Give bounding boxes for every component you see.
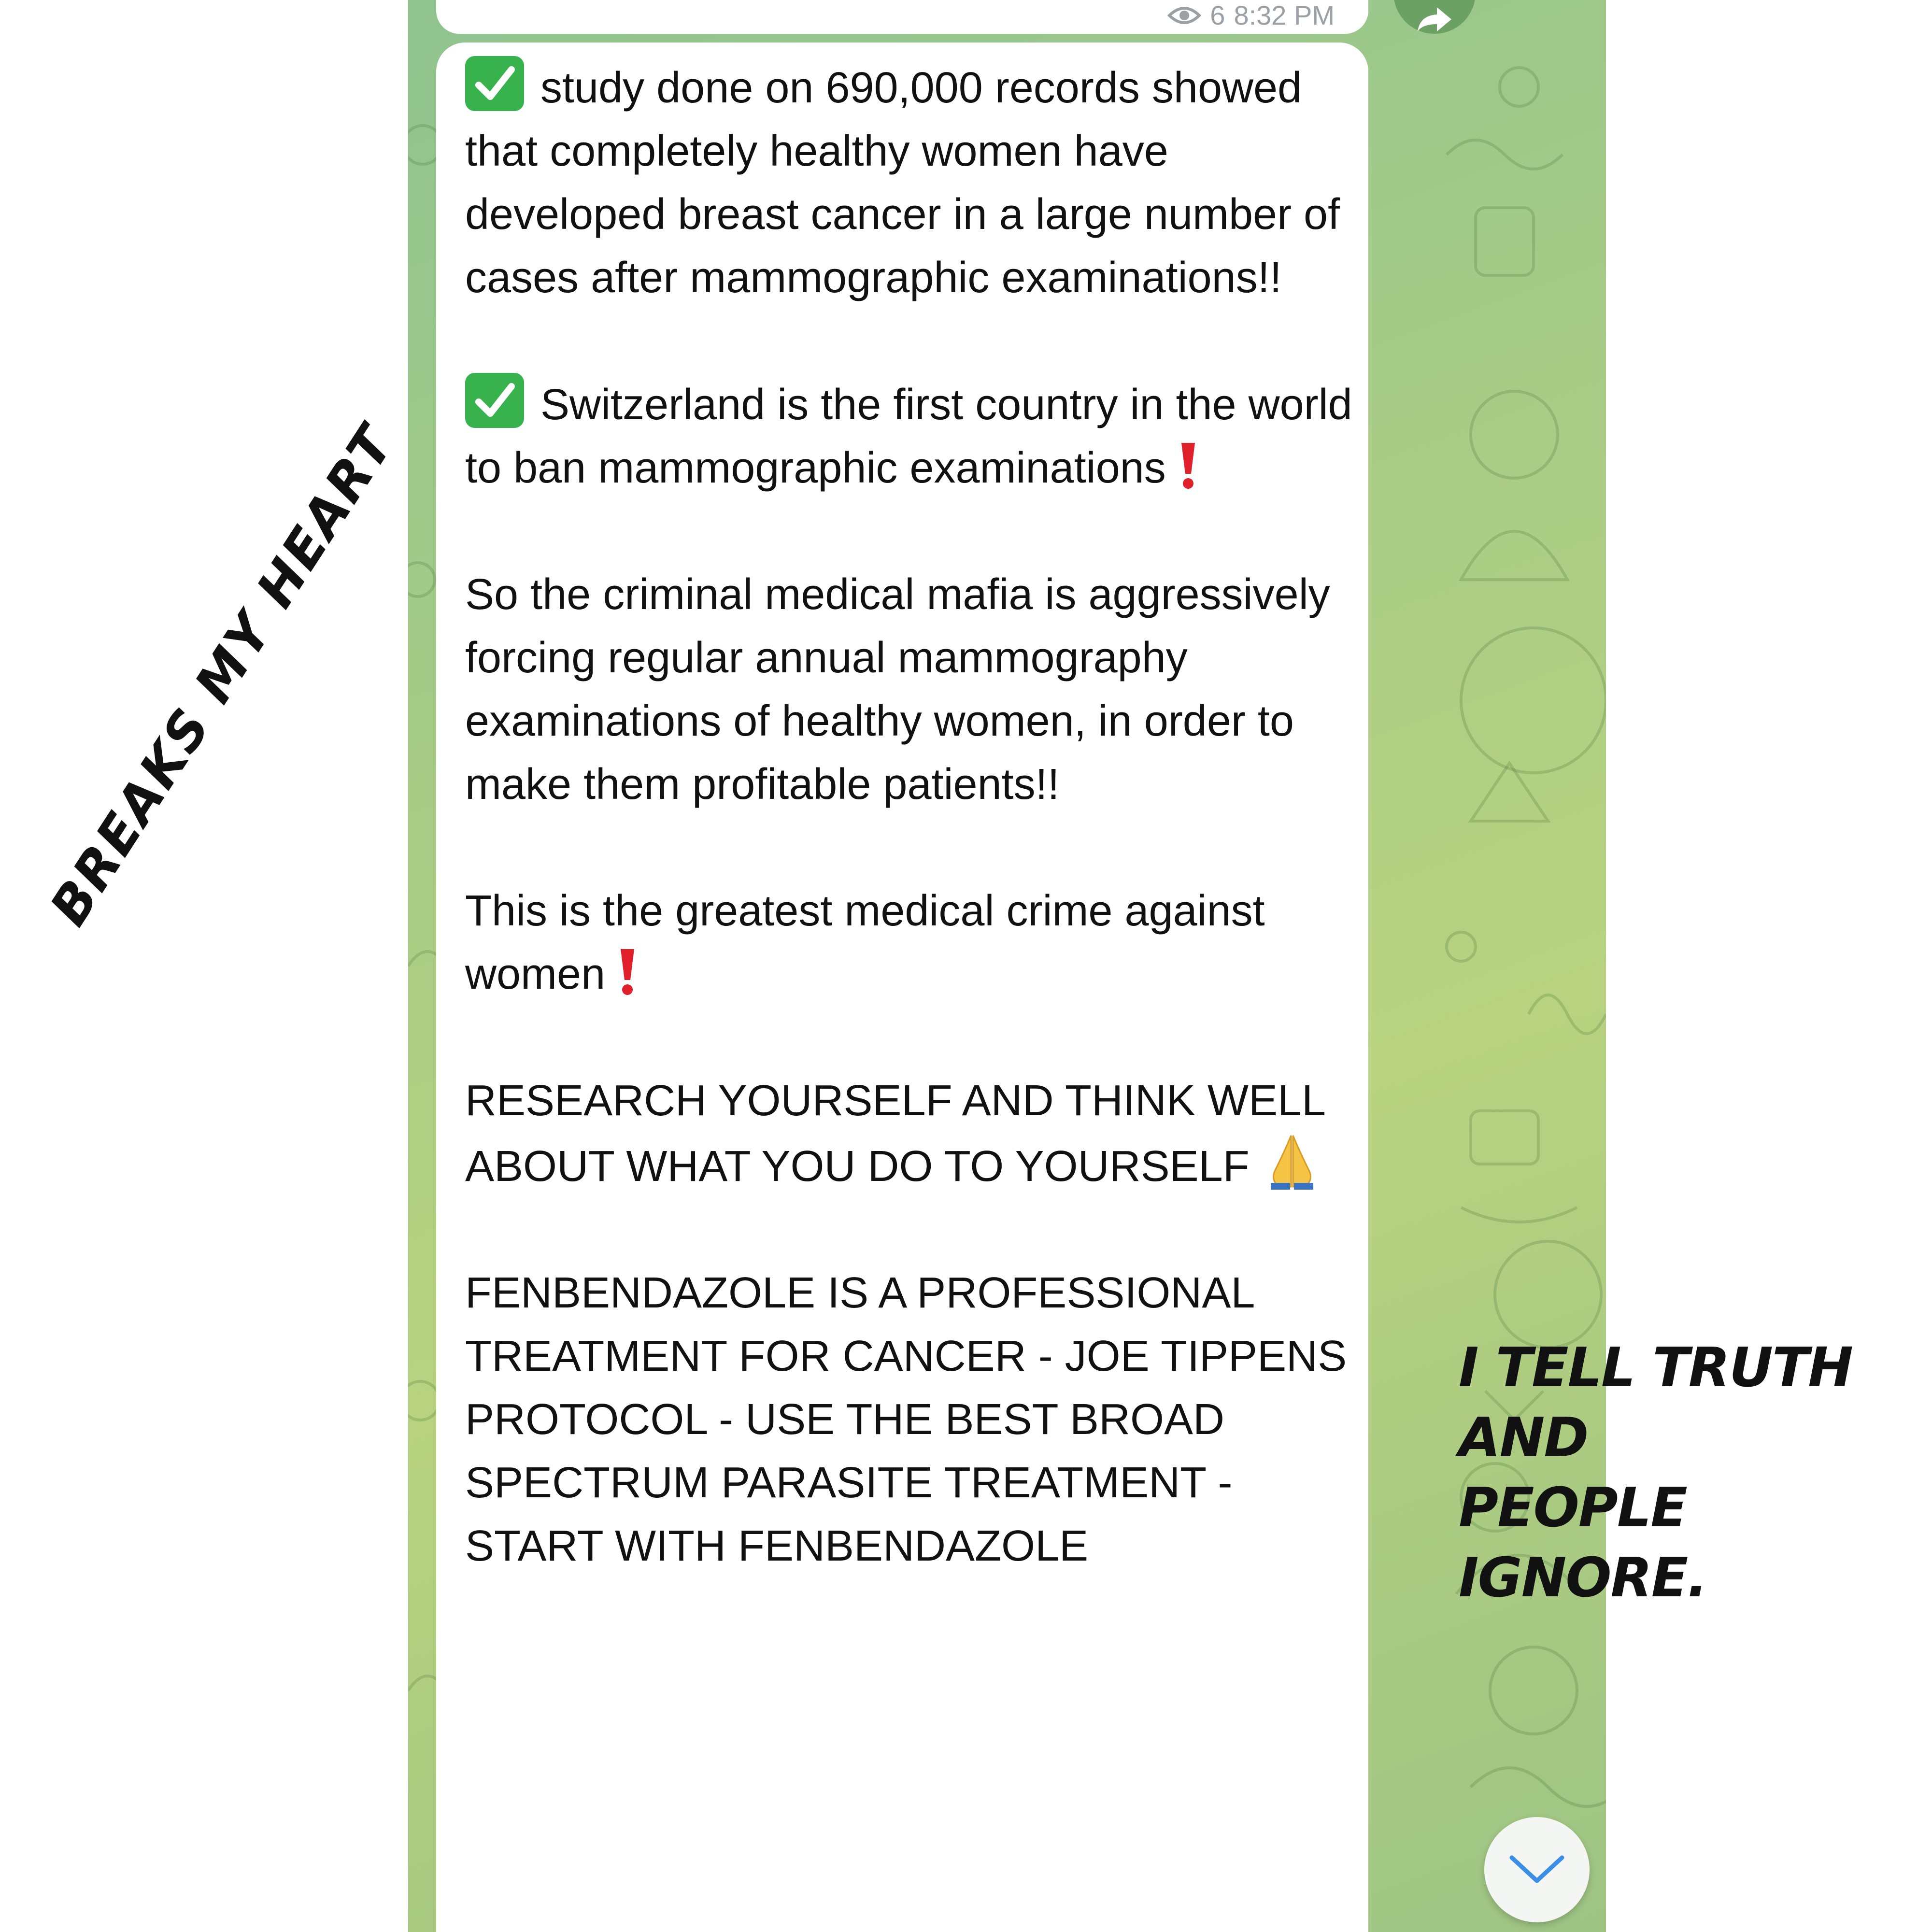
chat-background [408,0,1606,1932]
scroll-down-button[interactable] [1484,1817,1590,1922]
message-meta [1167,0,1335,31]
message-text [465,56,1354,1641]
previous-message-bubble [436,0,1368,34]
caption-truth-ignored [1459,1333,1932,1613]
chevron-down-icon [1508,1853,1566,1887]
paragraph-3: So the criminal medical mafia is aggressively forcing regular annual mammography examinations of healthy women, in order to make them profitable patients!! [465,570,1330,809]
praying-hands-emoji [1260,1133,1324,1190]
paragraph-4: This is the greatest medical crime against women [465,887,1265,998]
view-count: 6 [1210,0,1225,30]
caption-right-line-1: I TELL TRUTH AND [1459,1336,1853,1469]
paragraph-2: Switzerland is the first country in the world to ban mammographic examinations [465,373,1354,500]
caption-breaks-my-heart: BREAKS MY HEART [39,415,407,937]
eye-icon [1167,5,1201,26]
paragraph-1: study done on 690,000 records showed that completely healthy women have developed breast cancer in a large number of cases after mammographic examinations!! [465,56,1354,310]
check-mark-emoji [465,373,524,428]
exclamation-emoji [1179,441,1198,489]
check-mark-emoji [465,56,524,111]
caption-right-line-2: PEOPLE IGNORE. [1459,1477,1707,1609]
message-bubble [436,43,1368,1932]
paragraph-6: FENBENDAZOLE IS A PROFESSIONAL TREATMENT FOR CANCER - JOE TIPPENS PROTOCOL - USE THE BEST BROAD SPECTRUM PARASITE TREATMENT - START WITH FENBENDAZOLE [465,1269,1347,1570]
exclamation-emoji [618,947,637,995]
message-time: 8:32 PM [1234,0,1335,30]
forward-icon [1415,5,1454,34]
paragraph-5: RESEARCH YOURSELF AND THINK WELL ABOUT WHAT YOU DO TO YOURSELF [465,1077,1324,1191]
